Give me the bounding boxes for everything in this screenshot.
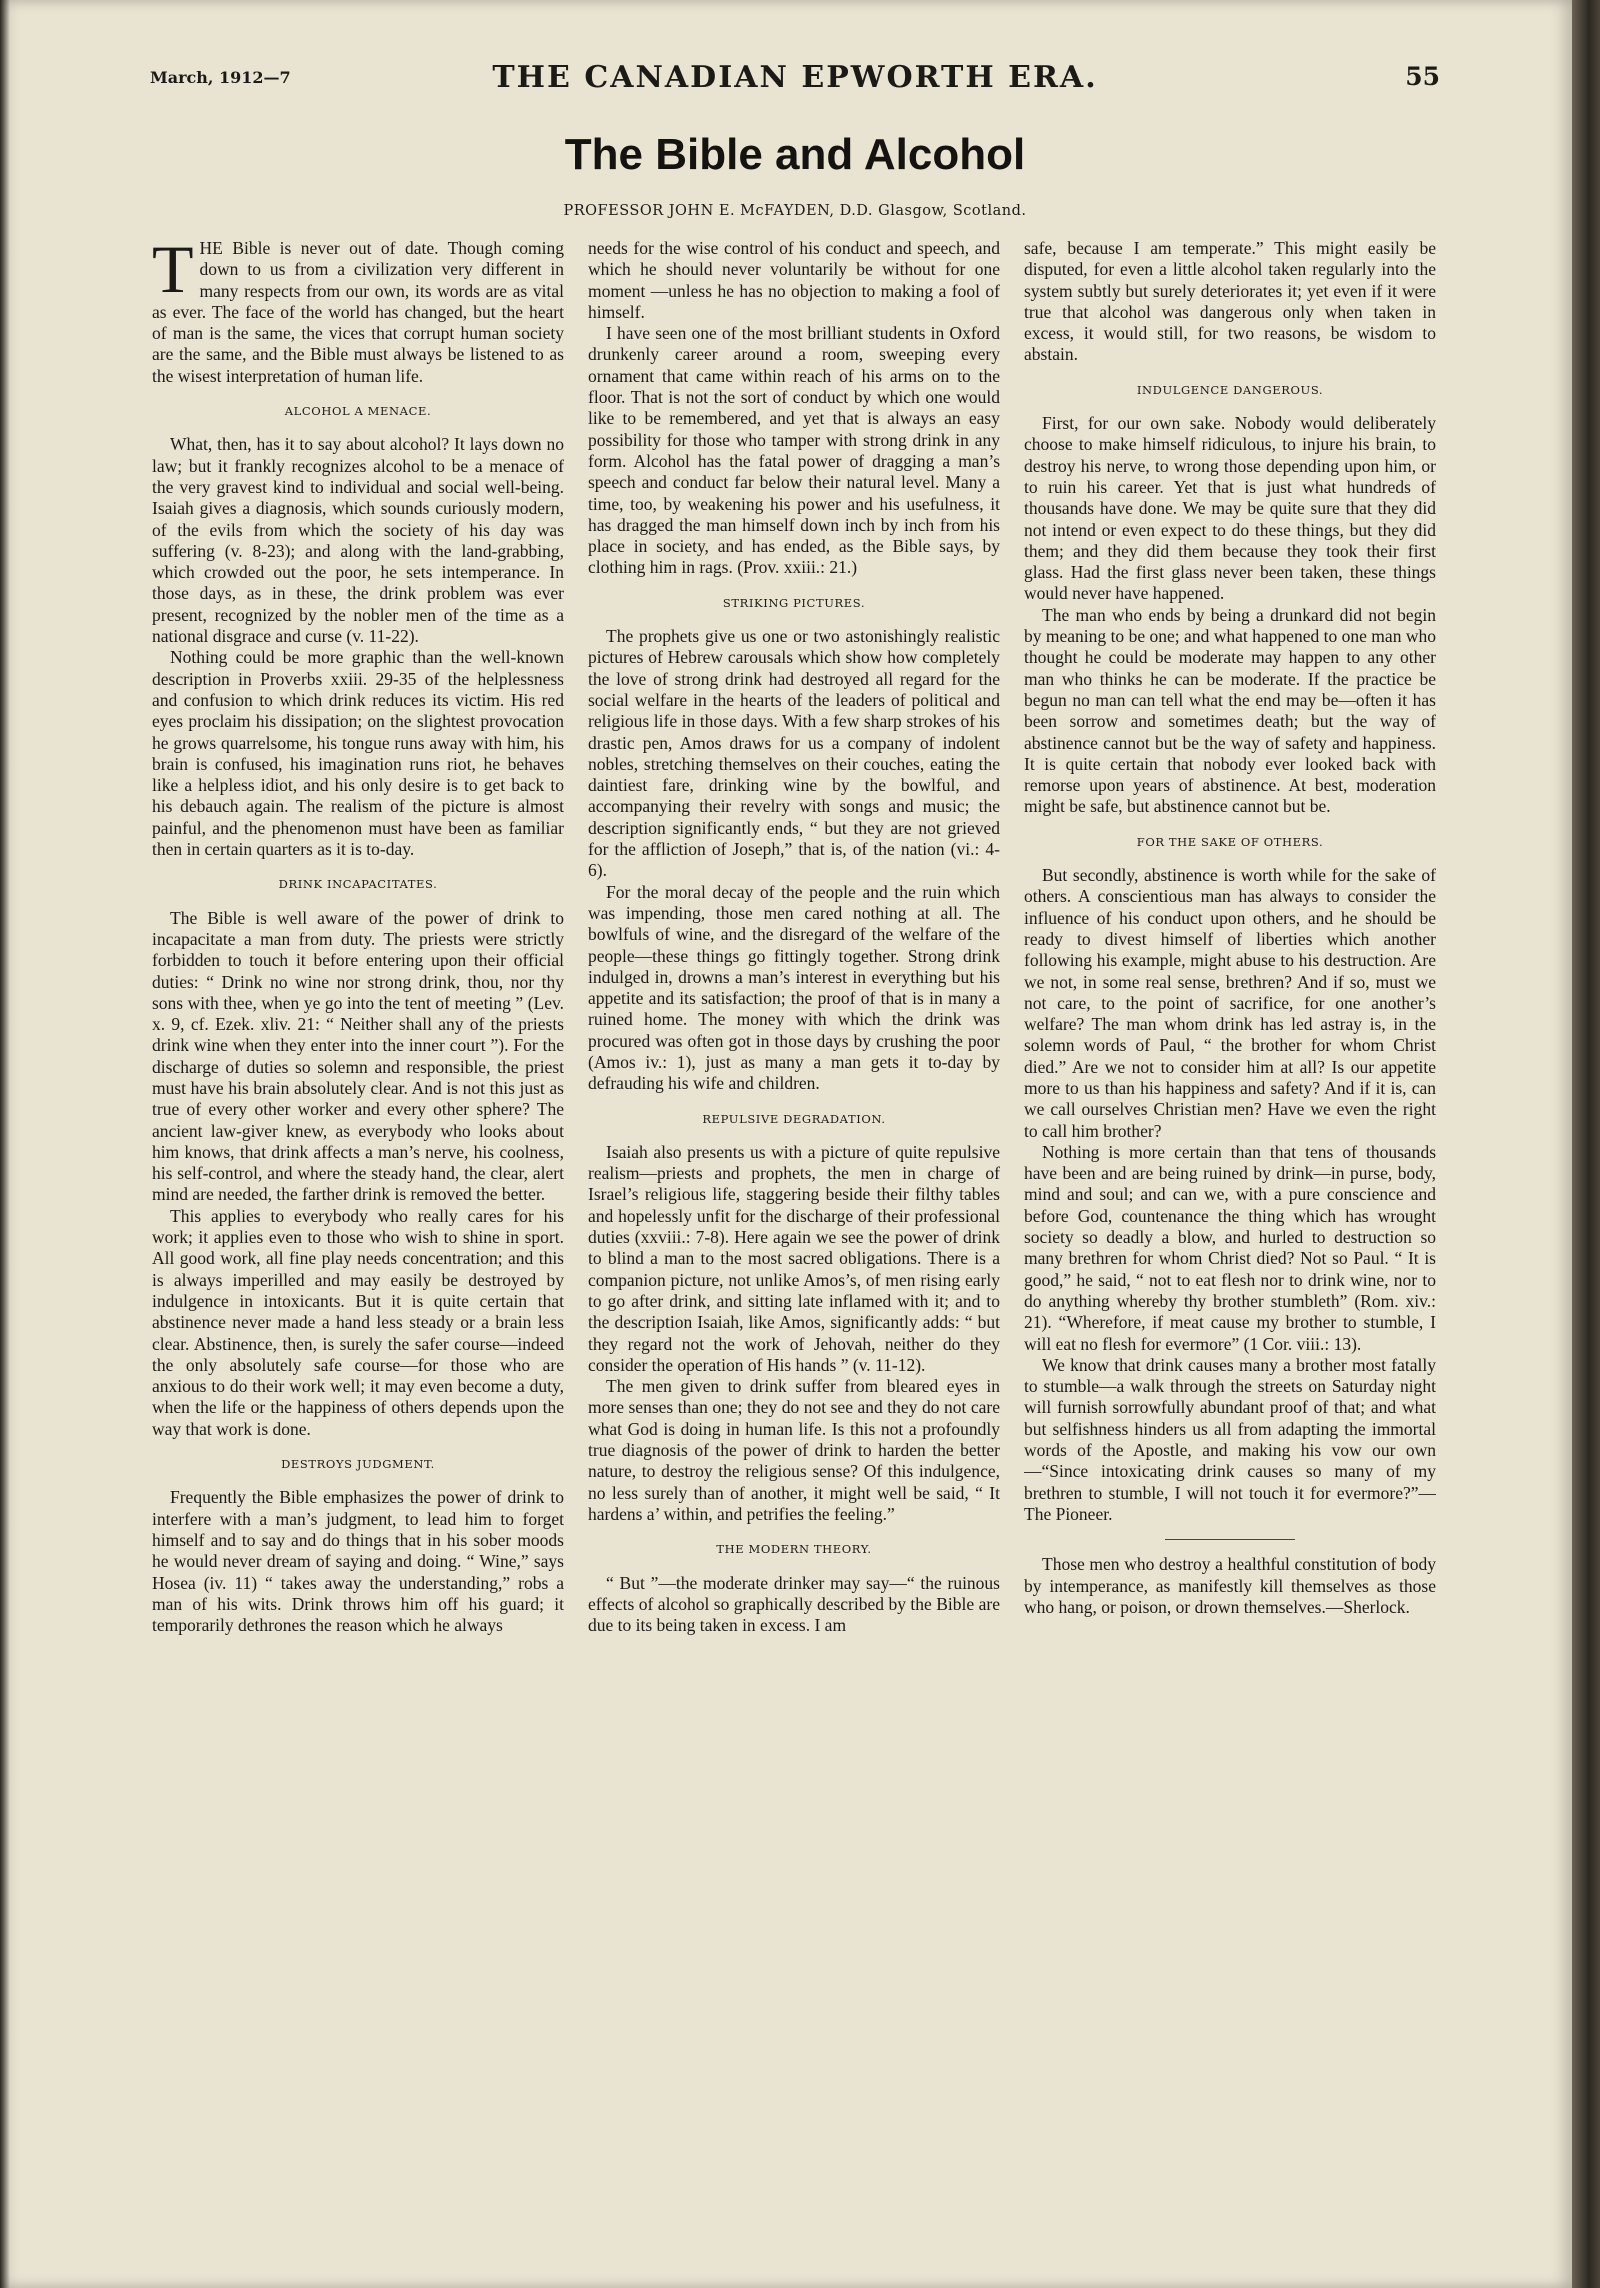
section-heading: REPULSIVE DEGRADATION. (702, 1111, 886, 1126)
paragraph: I have seen one of the most brilliant students in Oxford drunkenly career around a room, sweeping every ornament that came within reach of his arms on to the floor. That is not the sort of conduct by which one would like to be remembered, and yet that is always an easy possibility for those who tamper with strong drink in any form. Alcohol has the fatal power of dragging a man’s speech and conduct far below their natural level. Many a time, too, by weakening his power and his usefulness, it has dragged the man himself down inch by inch from his place in society, and has ended, as the Bible says, by clothing him in rags. (Prov. xxiii.: 21.) (588, 323, 1000, 578)
section-heading: DRINK INCAPACITATES. (278, 877, 438, 892)
paragraph: But secondly, abstinence is worth while for the sake of others. A conscientious man has always to consider the influence of his conduct upon others, and he should be ready to divest himself of liberties which another following his example, might abuse to his destruction. Are we not, in some real sense, brethren? And if so, must we not care, to the point of sacrifice, for one another’s welfare? The man whom drink has led astray is, in the solemn words of Paul, “ the brother for whom Christ died.” Are we not to consider him at all? Is our appetite more to us than his happiness and safety? And if it is, can we call ourselves Christian men? Have we even the right to call him brother? (1024, 865, 1436, 1141)
paragraph (152, 238, 564, 387)
section-heading: THE MODERN THEORY. (716, 1542, 872, 1557)
paragraph: The Bible is well aware of the power of drink to incapacitate a man from duty. The priests were strictly forbidden to touch it before entering upon their official duties: “ Drink no wine nor strong drink, thou, nor thy sons with thee, when ye go into the tent of meeting ” (Lev. x. 9, cf. Ezek. xliv. 21: “ Neither shall any of the priests drink wine when they enter into the inner court ”). For the discharge of duties so solemn and responsible, the priest must have his brain absolutely clear. And is not this just as true of every other worker and every other sphere? The ancient law-giver knew, as everybody who looks about him knows, that drink affects a man’s nerve, his coolness, his self-control, and where the steady hand, the clear, alert mind are needed, the farther drink is removed the better. (152, 907, 564, 1205)
paragraph: First, for our own sake. Nobody would deliberately choose to make himself ridiculous, to injure his brain, to destroy his nerve, to wrong those depending upon him, or to ruin his career. Yet that is just what hundreds of thousands have done. We may be quite sure that they did not intend or even expect to do these things, but they did them; and they did them because they took their first glass. Had the first glass never been taken, these things would never have happened. (1024, 413, 1436, 604)
section-heading: ALCOHOL A MENACE. (284, 404, 432, 419)
paragraph: Those men who destroy a healthful constitution of body by intemperance, as manifestly kill themselves as those who hang, or poison, or drown themselves.—Sherlock. (1024, 1554, 1436, 1617)
paragraph: The prophets give us one or two astonishingly realistic pictures of Hebrew carousals which show how completely the love of strong drink had destroyed all regard for the social welfare in the hearts of the leaders of political and religious life in those days. With a few sharp strokes of his drastic pen, Amos draws for us a company of indolent nobles, stretching themselves on their couches, eating the daintiest fare, drinking wine by the bowlful, and accompanying their revelry with songs and music; the description significantly ends, “ but they are not grieved for the affliction of Joseph,” that is, of the nation (vi.: 4-6). (588, 626, 1000, 881)
issue-date: March, 1912—7 (150, 68, 291, 87)
paragraph: What, then, has it to say about alcohol? It lays down no law; but it frankly recognizes alcohol to be a menace of the very gravest kind to individual and social well-being. Isaiah gives a diagnosis, which sounds curiously modern, of the evils from which the society of his day was suffering (v. 8-23); and along with the land-grabbing, which crowded out the poor, he sets intemperance. In those days, as in these, the drink problem was ever present, recognized by the nobler men of the time as a national disgrace and curse (v. 11-22). (152, 434, 564, 647)
article-title: The Bible and Alcohol (564, 130, 1026, 179)
paragraph-text: HE Bible is never out of date. Though coming down to us from a civilization very different in many respects from our own, its words are as vital as ever. The face of the world has changed, but the heart of man is the same, the vices that corrupt human society are the same, and the Bible must always be listened to as the wisest interpretation of human life. (152, 238, 564, 386)
section-heading: DESTROYS JUDGMENT. (281, 1457, 435, 1472)
page-number: 55 (1405, 62, 1440, 91)
paragraph: We know that drink causes many a brother most fatally to stumble—a walk through the streets on Saturday night will furnish sorrowfully abundant proof of that; and what but selfishness hinders us all from adapting the immortal words of the Apostle, and making his vow our own—“Since intoxicating drink causes so many of my brethren to stumble, I will not touch it for evermore?”—The Pioneer. (1024, 1354, 1436, 1524)
paragraph: Nothing could be more graphic than the well-known description in Proverbs xxiii. 29-35 of the helplessness and confusion to which drink reduces its victim. His red eyes proclaim his dissipation; on the slightest provocation he grows quarrelsome, his tongue runs away with him, his brain is confused, his imagination runs riot, he behaves like a helpless idiot, and his only desire is to get back to his debauch again. The realism of the picture is almost painful, and the phenomenon must have been as familiar then in certain quarters as it is to-day. (152, 647, 564, 860)
text-column-2 (588, 238, 1000, 2148)
magazine-title: THE CANADIAN EPWORTH ERA. (492, 60, 1098, 95)
book-spine (1572, 0, 1600, 2288)
paragraph: The men given to drink suffer from bleared eyes in more senses than one; they do not see and they do not care what God is doing in human life. Is this not a profoundly true diagnosis of the power of drink to harden the better nature, to destroy the religious sense? Of this indulgence, no less surely than of another, it might well be said, “ It hardens a’ within, and petrifies the feeling.” (588, 1376, 1000, 1524)
paragraph: Isaiah also presents us with a picture of quite repulsive realism—priests and prophets, the men in charge of Israel’s religious life, staggering beside their filthy tables and hopelessly unfit for the discharge of their professional duties (xxviii.: 7-8). Here again we see the power of drink to blind a man to the most sacred obligations. There is a companion picture, not unlike Amos’s, of men rising early to go after drink, and sitting late inflamed with it; and to the description Isaiah, like Amos, significantly adds: “ but they regard not the work of Jehovah, neither do they consider the operation of His hands ” (v. 11-12). (588, 1141, 1000, 1375)
section-heading: INDULGENCE DANGEROUS. (1136, 382, 1324, 397)
text-column-3 (1024, 238, 1436, 2148)
separator-rule (1165, 1539, 1295, 1540)
paragraph: For the moral decay of the people and the ruin which was impending, those men cared nothing at all. The bowlfuls of wine, and the disregard of the welfare of the people—these things go fittingly together. Strong drink indulged in, drowns a man’s interest in everything but his appetite and its satisfaction; the proof of that is in many a ruined home. The money with which the drink was procured was often got in those days by crushing the poor (Amos iv.: 1), just as many a man gets it to-day by defrauding his wife and children. (588, 881, 1000, 1094)
paragraph: safe, because I am temperate.” This might easily be disputed, for even a little alcohol taken regularly into the system subtly but surely deteriorates it; yet even if it were true that alcohol was dangerous only when taken in excess, it would still, for two reasons, be wisdom to abstain. (1024, 238, 1436, 365)
running-head (150, 60, 1440, 100)
paragraph: Frequently the Bible emphasizes the power of drink to interfere with a man’s judgment, to lead him to forget himself and to say and do things that in his sober moods he would never dream of saying and doing. “ Wine,” says Hosea (iv. 11) “ takes away the understanding,” robs a man of his wits. Drink throws him off his guard; it temporarily dethrones the reason which he always (152, 1487, 564, 1636)
paragraph: The man who ends by being a drunkard did not begin by meaning to be one; and what happened to one man who thought he could be moderate may happen to any other man who thinks he can be moderate. If the practice be begun no man can tell what the end may be—often it has been sorrow and sometimes death; but the way of abstinence cannot but be the way of safety and happiness. It is quite certain that nobody ever looked back with remorse upon years of abstinence. At best, moderation might be safe, but abstinence cannot but be. (1024, 604, 1436, 817)
text-column-1 (152, 238, 564, 2148)
paragraph: This applies to everybody who really cares for his work; it applies even to those who wish to shine in sport. All good work, all fine play needs concentration; and this is always imperilled and may easily be destroyed by indulgence in intoxicants. But it is quite certain that abstinence never made a hand less steady or a brain less clear. Abstinence, then, is surely the safer course—indeed the only absolutely safe course—for those who are anxious to do their work well; it may even become a duty, when the life or the happiness of others depends upon the way that work is done. (152, 1205, 564, 1439)
paragraph: “ But ”—the moderate drinker may say—“ the ruinous effects of alcohol so graphically described by the Bible are due to its being taken in excess. I am (588, 1572, 1000, 1636)
paragraph: needs for the wise control of his conduct and speech, and which he should never voluntarily be without for one moment —unless he has no objection to making a fool of himself. (588, 238, 1000, 322)
section-heading: FOR THE SAKE OF OTHERS. (1136, 834, 1324, 849)
drop-cap: T (152, 238, 194, 307)
paragraph: Nothing is more certain than that tens of thousands have been and are being ruined by drink—in purse, body, mind and soul; and can we, with a pure conscience and before God, countenance the thing which has wrought society so deadly a blow, and hurled to destruction so many brethren for whom Christ died? Not so Paul. “ It is good,” he said, “ not to eat flesh nor to drink wine, nor to do anything whereby thy brother stumbleth” (Rom. xiv.: 21). “Wherefore, if meat cause my brother to stumble, I will eat no flesh for evermore” (1 Cor. viii.: 13). (1024, 1141, 1436, 1354)
section-heading: STRIKING PICTURES. (722, 595, 866, 610)
article-byline: PROFESSOR JOHN E. McFAYDEN, D.D. Glasgow, Scotland. (563, 203, 1027, 219)
